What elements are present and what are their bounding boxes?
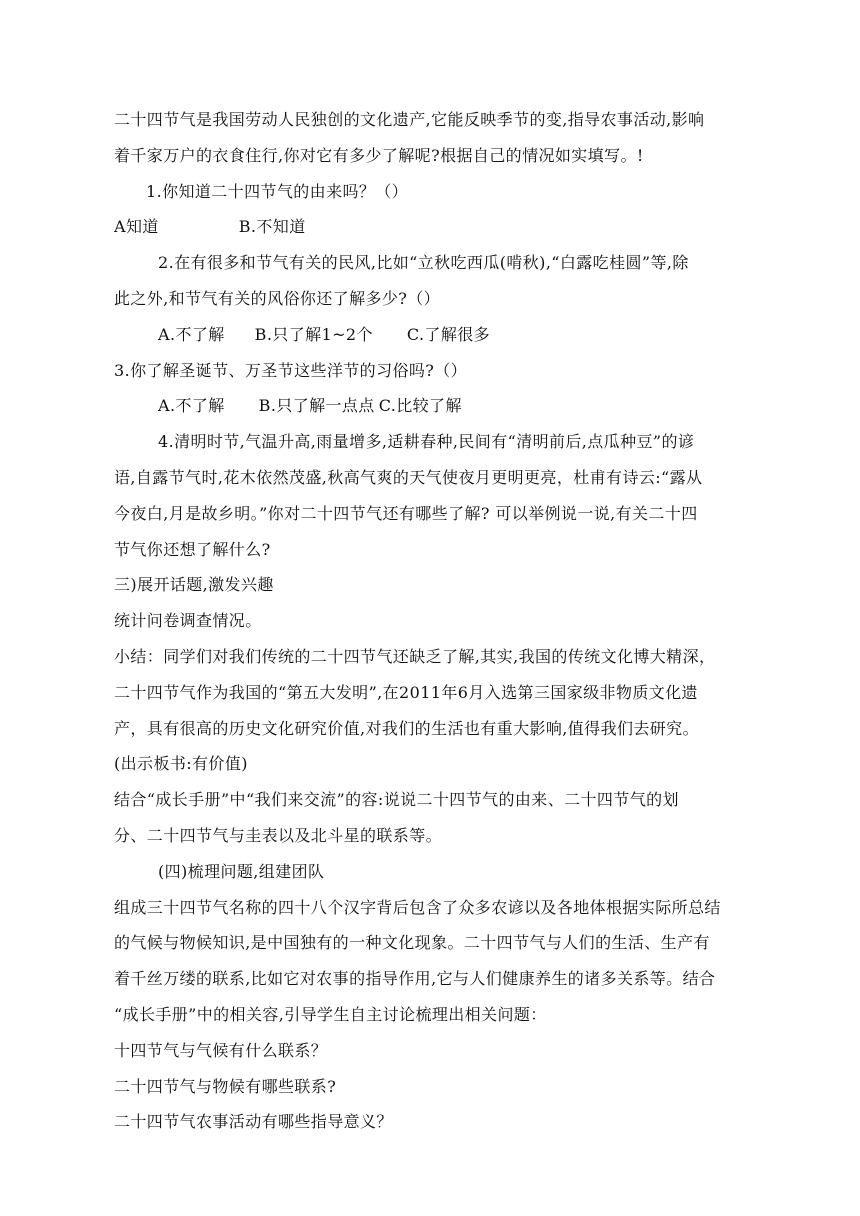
option-text: C.比较了解 xyxy=(378,396,462,416)
option-line xyxy=(114,388,754,424)
text-line: 2.在有很多和节气有关的民风,比如“立秋吃西瓜(啃秋),“白露吃桂圆”等,除 xyxy=(158,253,689,273)
option-line xyxy=(114,209,754,245)
option-text: B.只了解一点点 xyxy=(258,396,375,416)
option-text: A知道 xyxy=(114,217,159,237)
text-line: 此之外,和节气有关的风俗你还了解多少?（） xyxy=(114,288,441,308)
option-text: A.不了解 xyxy=(158,396,225,416)
text-line: 今夜白,月是故乡明。”你对二十四节气还有哪些了解? 可以举例说一说,有关二十四 xyxy=(114,503,698,523)
text-line: 统计问卷调查情况。 xyxy=(114,611,262,631)
text-line: 产，具有很高的历史文化研究价值,对我们的生活也有重大影响,值得我们去研究。 xyxy=(114,718,699,738)
text-line: 4.清明时节,气温升高,雨量增多,适耕春种,民间有“清明前后,点瓜种豆”的谚 xyxy=(158,432,695,452)
text-line: 二十四节气是我国劳动人民独创的文化遗产,它能反映季节的变,指导农事活动,影响 xyxy=(114,110,705,129)
text-line: “成长手册”中的相关容,引导学生自主讨论梳理出相关问题： xyxy=(114,1004,547,1024)
text-line: 十四节气与气候有什么联系？ xyxy=(114,1040,328,1060)
option-line xyxy=(114,317,754,353)
text-line: (四)梳理问题,组建团队 xyxy=(158,861,325,881)
option-text: B.不知道 xyxy=(238,217,306,237)
text-line: 二十四节气农事活动有哪些指导意义？ xyxy=(114,1112,393,1132)
text-line: 三)展开话题,激发兴趣 xyxy=(114,575,274,595)
text-line: 小结：同学们对我们传统的二十四节气还缺乏了解,其实,我国的传统文化博大精深， xyxy=(114,646,716,666)
text-line: 节气你还想了解什么? xyxy=(114,539,271,559)
text-line: 着千家万户的衣食住行,你对它有多少了解呢?根据自己的情况如实填写。! xyxy=(114,145,644,165)
text-line: 组成三十四节气名称的四十八个汉字背后包含了众多农谚以及各地体根据实际所总结 xyxy=(114,897,721,917)
text-line: (出示板书:有价值) xyxy=(114,754,248,774)
text-line: 分、二十四节气与圭表以及北斗星的联系等。 xyxy=(114,825,443,845)
option-text: A.不了解 xyxy=(158,324,225,344)
text-line: 着千丝万缕的联系,比如它对农事的指导作用,它与人们健康养生的诸多关系等。结合 xyxy=(114,969,716,989)
text-line: 的气候与物候知识,是中国独有的一种文化现象。二十四节气与人们的生活、生产有 xyxy=(114,933,710,953)
text-line: 1.你知道二十四节气的由来吗？（） xyxy=(146,181,409,201)
text-line: 二十四节气作为我国的“第五大发明”,在2011年6月入选第三国家级非物质文化遗 xyxy=(114,682,698,702)
document-body xyxy=(114,102,754,1140)
text-line: 二十四节气与物候有哪些联系? xyxy=(114,1076,337,1096)
option-text: C.了解很多 xyxy=(406,324,491,344)
text-line: 3.你了解圣诞节、万圣节这些洋节的习俗吗?（） xyxy=(114,360,468,380)
text-line: 语,自露节气时,花木依然茂盛,秋高气爽的天气使夜月更明更亮，杜甫有诗云:“露从 xyxy=(114,467,703,487)
option-text: B.只了解1~2个 xyxy=(254,324,373,344)
text-line: 结合“成长手册”中“我们来交流”的容:说说二十四节气的由来、二十四节气的划 xyxy=(114,790,679,810)
